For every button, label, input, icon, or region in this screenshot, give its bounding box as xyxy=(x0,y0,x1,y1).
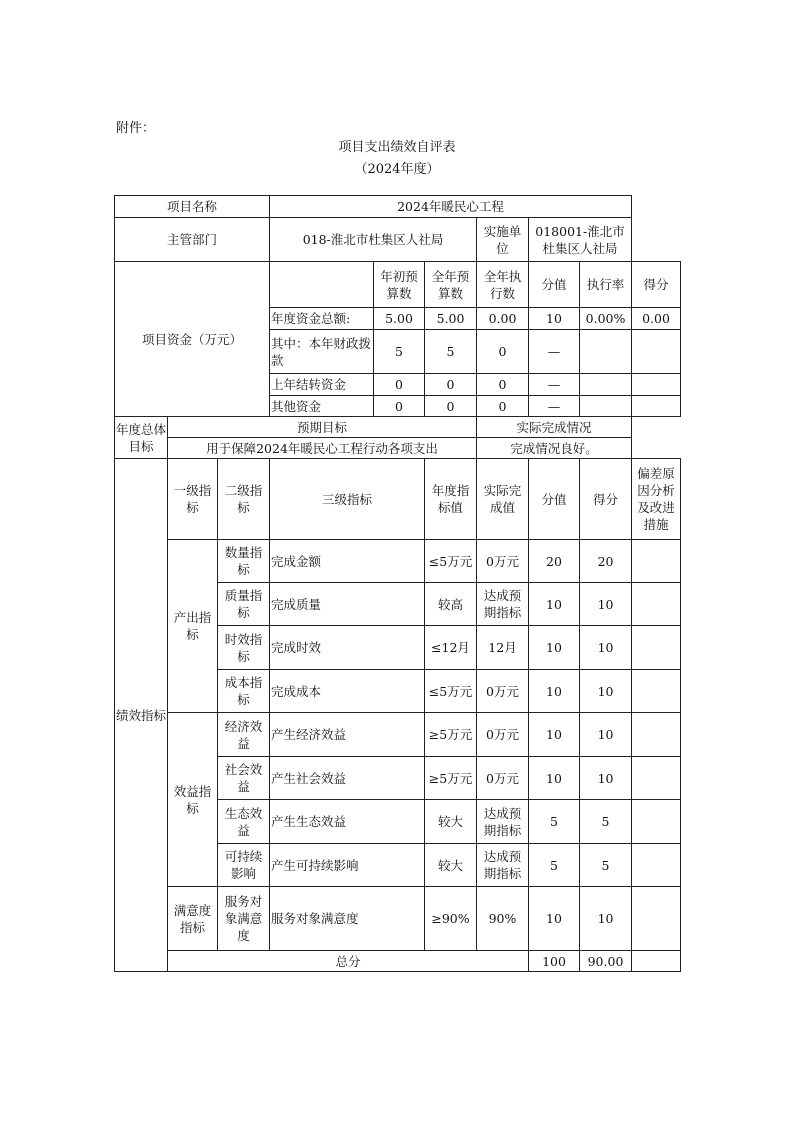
total-label: 总分 xyxy=(168,951,529,972)
funds-row-executed: 0 xyxy=(477,330,529,374)
indicator-level3: 产生社会效益 xyxy=(270,757,425,800)
indicator-level2: 经济效益 xyxy=(218,713,270,757)
indicator-header-value: 分值 xyxy=(529,459,580,540)
funds-row-score-value: 10 xyxy=(529,308,580,330)
indicator-actual: 0万元 xyxy=(477,670,529,713)
indicator-header-target: 年度指标值 xyxy=(425,459,477,540)
funds-row-score: 0.00 xyxy=(632,308,681,330)
indicator-level2: 数量指标 xyxy=(218,540,270,583)
indicator-level3: 完成金额 xyxy=(270,540,425,583)
funds-header-executed: 全年执行数 xyxy=(477,262,529,308)
funds-row-name: 上年结转资金 xyxy=(270,374,374,396)
indicator-actual: 0万元 xyxy=(477,757,529,800)
indicator-actual: 90% xyxy=(477,887,529,951)
indicator-target: ≤5万元 xyxy=(425,670,477,713)
indicator-actual: 达成预期指标 xyxy=(477,800,529,844)
funds-row-executed: 0.00 xyxy=(477,308,529,330)
funds-row-rate: 0.00% xyxy=(580,308,632,330)
indicator-header-level3: 三级指标 xyxy=(270,459,425,540)
funds-row-score xyxy=(632,396,681,417)
indicator-actual: 达成预期指标 xyxy=(477,844,529,887)
indicator-level3: 产生生态效益 xyxy=(270,800,425,844)
indicator-actual: 0万元 xyxy=(477,540,529,583)
funds-row-executed: 0 xyxy=(477,374,529,396)
funds-row-score xyxy=(632,330,681,374)
indicator-score: 10 xyxy=(580,583,632,626)
indicator-note xyxy=(632,844,681,887)
indicator-target: 较大 xyxy=(425,800,477,844)
indicator-note xyxy=(632,757,681,800)
indicator-header-level2: 二级指标 xyxy=(218,459,270,540)
indicator-value: 10 xyxy=(529,670,580,713)
indicator-target: ≥90% xyxy=(425,887,477,951)
indicator-actual: 0万元 xyxy=(477,713,529,757)
indicator-target: ≤12月 xyxy=(425,626,477,670)
actual-status-text: 完成情况良好。 xyxy=(477,438,632,459)
funds-row-name: 年度资金总额: xyxy=(270,308,374,330)
funds-row-score-value: — xyxy=(529,396,580,417)
dept-label: 主管部门 xyxy=(115,218,270,262)
indicator-header-score: 得分 xyxy=(580,459,632,540)
indicator-value: 10 xyxy=(529,757,580,800)
indicator-value: 10 xyxy=(529,887,580,951)
dept-value: 018-淮北市杜集区人社局 xyxy=(270,218,477,262)
indicator-header-level1: 一级指标 xyxy=(168,459,218,540)
funds-row-score-value: — xyxy=(529,330,580,374)
funds-row-initial: 5 xyxy=(374,330,425,374)
page-subtitle-year: （2024年度） xyxy=(354,162,440,177)
indicator-note xyxy=(632,887,681,951)
indicator-level1-benefit: 效益指标 xyxy=(168,713,218,887)
total-value: 100 xyxy=(529,951,580,972)
performance-table xyxy=(114,195,681,972)
funds-header-score-value: 分值 xyxy=(529,262,580,308)
indicator-note xyxy=(632,800,681,844)
indicator-level2: 社会效益 xyxy=(218,757,270,800)
page-title: 项目支出绩效自评表 xyxy=(338,140,456,155)
indicator-score: 10 xyxy=(580,887,632,951)
indicator-value: 10 xyxy=(529,583,580,626)
indicator-note xyxy=(632,626,681,670)
indicator-note xyxy=(632,540,681,583)
indicator-value: 10 xyxy=(529,626,580,670)
actual-status-header: 实际完成情况 xyxy=(477,417,632,438)
funds-row-name: 其他资金 xyxy=(270,396,374,417)
funds-row-full: 5 xyxy=(425,330,477,374)
indicators-label: 绩效指标 xyxy=(115,459,168,972)
funds-row-initial: 5.00 xyxy=(374,308,425,330)
funds-row-rate xyxy=(580,396,632,417)
funds-row-score-value: — xyxy=(529,374,580,396)
indicator-level2: 成本指标 xyxy=(218,670,270,713)
indicator-value: 10 xyxy=(529,713,580,757)
indicator-level2: 可持续影响 xyxy=(218,844,270,887)
indicator-actual: 12月 xyxy=(477,626,529,670)
funds-header-full: 全年预算数 xyxy=(425,262,477,308)
funds-header-score: 得分 xyxy=(632,262,681,308)
indicator-score: 10 xyxy=(580,670,632,713)
indicator-target: ≥5万元 xyxy=(425,757,477,800)
funds-row-initial: 0 xyxy=(374,374,425,396)
funds-label: 项目资金（万元） xyxy=(115,262,270,417)
funds-row-score xyxy=(632,374,681,396)
indicator-note xyxy=(632,583,681,626)
funds-row-name: 其中：本年财政拨款 xyxy=(270,330,374,374)
indicator-value: 5 xyxy=(529,844,580,887)
indicator-target: 较大 xyxy=(425,844,477,887)
funds-header-initial: 年初预算数 xyxy=(374,262,425,308)
project-name-label: 项目名称 xyxy=(115,196,270,218)
indicator-level3: 服务对象满意度 xyxy=(270,887,425,951)
indicator-target: ≥5万元 xyxy=(425,713,477,757)
indicator-level2: 时效指标 xyxy=(218,626,270,670)
annual-goal-label: 年度总体目标 xyxy=(115,417,168,459)
indicator-value: 5 xyxy=(529,800,580,844)
indicator-level2: 质量指标 xyxy=(218,583,270,626)
indicator-score: 10 xyxy=(580,757,632,800)
indicator-level3: 完成质量 xyxy=(270,583,425,626)
indicator-level3: 产生可持续影响 xyxy=(270,844,425,887)
indicator-score: 10 xyxy=(580,626,632,670)
funds-row-rate xyxy=(580,374,632,396)
indicator-level2: 服务对象满意度 xyxy=(218,887,270,951)
indicator-score: 10 xyxy=(580,713,632,757)
indicator-score: 5 xyxy=(580,800,632,844)
indicator-target: ≤5万元 xyxy=(425,540,477,583)
indicator-note xyxy=(632,670,681,713)
expected-goal-text: 用于保障2024年暖民心工程行动各项支出 xyxy=(168,438,477,459)
funds-row-executed: 0 xyxy=(477,396,529,417)
indicator-level3: 完成成本 xyxy=(270,670,425,713)
attachment-label: 附件： xyxy=(116,121,156,136)
indicator-level1-output: 产出指标 xyxy=(168,540,218,713)
funds-header-blank xyxy=(270,262,374,308)
funds-row-full: 0 xyxy=(425,374,477,396)
indicator-header-actual: 实际完成值 xyxy=(477,459,529,540)
indicator-note xyxy=(632,713,681,757)
indicator-header-note: 偏差原因分析及改进措施 xyxy=(632,459,681,540)
indicator-value: 20 xyxy=(529,540,580,583)
impl-unit-value: 018001-淮北市杜集区人社局 xyxy=(529,218,632,262)
indicator-score: 20 xyxy=(580,540,632,583)
total-note xyxy=(632,951,681,972)
funds-row-initial: 0 xyxy=(374,396,425,417)
indicator-level1-satisfaction: 满意度指标 xyxy=(168,887,218,951)
total-score: 90.00 xyxy=(580,951,632,972)
indicator-level2: 生态效益 xyxy=(218,800,270,844)
funds-row-full: 5.00 xyxy=(425,308,477,330)
indicator-score: 5 xyxy=(580,844,632,887)
indicator-actual: 达成预期指标 xyxy=(477,583,529,626)
funds-header-rate: 执行率 xyxy=(580,262,632,308)
funds-row-full: 0 xyxy=(425,396,477,417)
project-name-value: 2024年暖民心工程 xyxy=(270,196,632,218)
impl-unit-label: 实施单位 xyxy=(477,218,529,262)
indicator-level3: 产生经济效益 xyxy=(270,713,425,757)
expected-goal-header: 预期目标 xyxy=(168,417,477,438)
indicator-target: 较高 xyxy=(425,583,477,626)
indicator-level3: 完成时效 xyxy=(270,626,425,670)
funds-row-rate xyxy=(580,330,632,374)
